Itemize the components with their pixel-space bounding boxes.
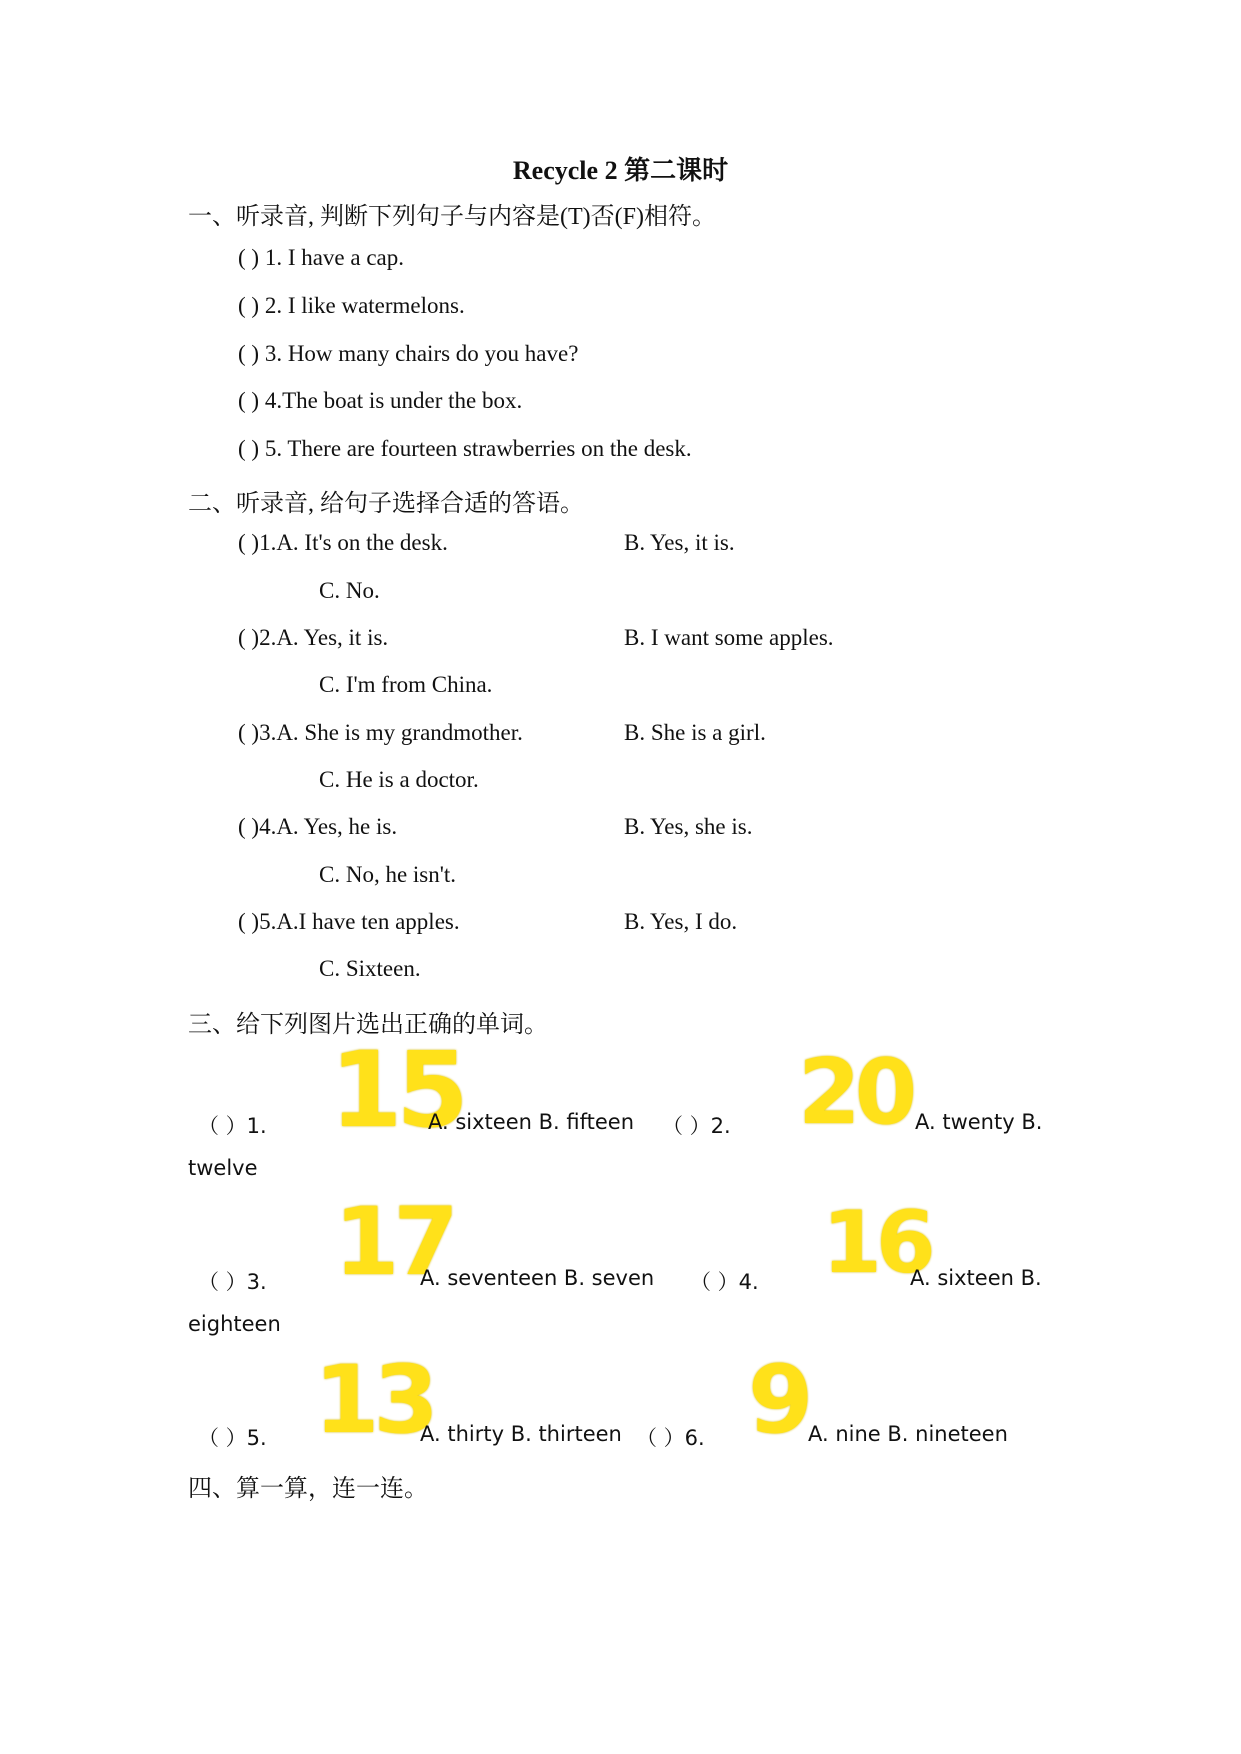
section-three-heading: 三、给下列图片选出正确的单词。 xyxy=(188,1012,548,1038)
part2-q3-option-c: C. He is a doctor. xyxy=(319,767,479,792)
part2-q2-option-c: C. I'm from China. xyxy=(319,672,493,697)
part1-item-5: ( ) 5. There are fourteen strawberries on the desk. xyxy=(238,436,692,461)
part1-item-1: ( ) 1. I have a cap. xyxy=(238,245,405,270)
part3-q1-blank: （ ）1. xyxy=(198,1114,267,1138)
part2-q5-option-a: ( )5.A.I have ten apples. xyxy=(238,909,460,934)
part2-q1-option-b: B. Yes, it is. xyxy=(624,530,735,555)
part2-q5-option-b: B. Yes, I do. xyxy=(624,909,738,934)
part2-q4-option-a: ( )4.A. Yes, he is. xyxy=(238,814,398,839)
part3-q2-blank: （ ）2. xyxy=(662,1114,731,1138)
part3-q3-blank: （ ）3. xyxy=(198,1270,267,1294)
part2-q4-option-c: C. No, he isn't. xyxy=(319,862,457,887)
page-title: Recycle 2 第二课时 xyxy=(512,156,729,185)
part2-q3-option-b: B. She is a girl. xyxy=(624,720,766,745)
part2-q5-option-c: C. Sixteen. xyxy=(319,956,421,981)
number-20-image: 20 xyxy=(798,1040,912,1145)
number-17-image: 17 xyxy=(334,1188,453,1297)
number-13-image: 13 xyxy=(314,1346,433,1455)
part2-q2-option-b: B. I want some apples. xyxy=(624,625,834,650)
part2-q1-option-c: C. No. xyxy=(319,578,380,603)
part1-item-2: ( ) 2. I like watermelons. xyxy=(238,293,465,318)
part2-q2-option-a: ( )2.A. Yes, it is. xyxy=(238,625,389,650)
part3-q6-options: A. nine B. nineteen xyxy=(808,1422,1008,1446)
number-15-image: 15 xyxy=(330,1029,463,1151)
part3-q5-options: A. thirty B. thirteen xyxy=(420,1422,622,1446)
part2-q1-option-a: ( )1.A. It's on the desk. xyxy=(238,530,448,555)
part3-q2-option-b-wrapped: twelve xyxy=(188,1156,258,1180)
part3-q4-blank: （ ）4. xyxy=(690,1270,759,1294)
part3-q6-blank: （ ）6. xyxy=(636,1426,705,1450)
part2-q3-option-a: ( )3.A. She is my grandmother. xyxy=(238,720,523,745)
number-9-image: 9 xyxy=(748,1346,808,1455)
section-one-heading: 一、听录音, 判断下列句子与内容是(T)否(F)相符。 xyxy=(188,204,716,230)
part3-q4-options: A. sixteen B. xyxy=(910,1266,1042,1290)
part3-q2-options: A. twenty B. xyxy=(915,1110,1043,1134)
part3-q3-options: A. seventeen B. seven xyxy=(420,1266,655,1290)
number-16-image: 16 xyxy=(822,1193,930,1293)
part2-q4-option-b: B. Yes, she is. xyxy=(624,814,753,839)
part1-item-4: ( ) 4.The boat is under the box. xyxy=(238,388,523,413)
part3-q1-options: A. sixteen B. fifteen xyxy=(428,1110,635,1134)
part1-item-3: ( ) 3. How many chairs do you have? xyxy=(238,341,579,366)
section-four-heading: 四、算一算，连一连。 xyxy=(188,1476,428,1502)
part3-q4-option-b-wrapped: eighteen xyxy=(188,1312,281,1336)
section-two-heading: 二、听录音, 给句子选择合适的答语。 xyxy=(188,491,584,517)
part3-q5-blank: （ ）5. xyxy=(198,1426,267,1450)
